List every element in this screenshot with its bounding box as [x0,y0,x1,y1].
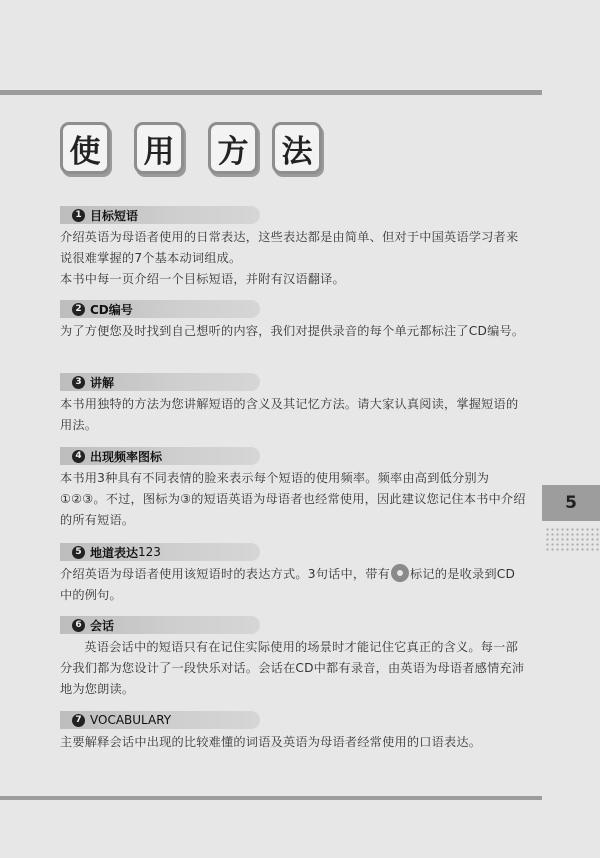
section-number: 2 [72,303,85,316]
section-title: 出现频率图标 [90,449,163,464]
paragraph: 介绍英语为母语者使用的日常表达，这些表达都是由简单、但对于中国英语学习者来说很难掌握的7个基本动词组成。 [60,230,519,265]
title-char-box [208,122,258,174]
section-number: 1 [72,209,85,222]
paragraph [60,564,530,606]
paragraph-text: 介绍英语为母语者使用该短语时的表达方式。3句话中，带有 [60,567,391,581]
section-body [60,564,530,606]
cd-disc-icon [391,564,409,582]
section-title: 目标短语 [90,208,139,223]
section-title: CD编号 [90,302,133,317]
section-title: 地道表达 [90,545,139,560]
section-body [60,321,530,342]
section-frequency-icon [60,447,530,531]
section-body [60,732,530,753]
section-number: 5 [72,546,85,559]
section-cd-number [60,300,530,342]
section-vocabulary [60,711,530,753]
title-char-box [60,122,110,174]
title-char: 用 [143,133,175,170]
paragraph: 主要解释会话中出现的比较难懂的词语及英语为母语者经常使用的口语表达。 [60,735,482,749]
page-number-tab [542,485,600,521]
section-header [60,373,260,391]
section-header [60,711,260,729]
section-explanation [60,373,530,436]
section-body [60,637,530,700]
section-native-expressions [60,543,530,606]
top-rule [0,90,542,95]
title-char-box [272,122,322,174]
title-char-box [134,122,184,174]
section-number: 4 [72,450,85,463]
section-header [60,300,260,318]
section-target-phrase [60,206,530,290]
section-header [60,543,260,561]
paragraph: 英语会话中的短语只有在记住实际使用的场景时才能记住它真正的含义。每一部分我们都为您设计了一段快乐对话。会话在CD中都有录音，由英语为母语者感情充沛地为您朗读。 [60,640,525,696]
section-header [60,447,260,465]
section-conversation [60,616,530,700]
section-number: 3 [72,376,85,389]
title-char: 使 [69,133,101,170]
section-title-suffix: 123 [138,545,161,559]
section-title: 会话 [90,618,115,633]
section-header [60,616,260,634]
section-title: VOCABULARY [90,713,172,727]
title-char: 方 [217,133,249,170]
section-body [60,394,530,436]
section-title: 讲解 [90,375,115,390]
paragraph-text: 标记的是收录到CD 中的例句。 [60,567,516,602]
paragraph: 本书用3种具有不同表情的脸来表示每个短语的使用频率。频率由高到低分别为①②③。不过，图标为③的短语英语为母语者也经常使用，因此建议您记住本书中介绍的所有短语。 [60,471,526,527]
paragraph: 本书用独特的方法为您讲解短语的含义及其记忆方法。请大家认真阅读，掌握短语的用法。 [60,397,519,432]
section-body [60,227,530,290]
title-char: 法 [281,133,313,170]
bottom-rule [0,796,542,800]
section-number: 7 [72,714,85,727]
decorative-dot-pattern [545,527,600,551]
section-number: 6 [72,619,85,632]
page-number: 5 [565,493,577,513]
section-header [60,206,260,224]
paragraph: 为了方便您及时找到自己想听的内容，我们对提供录音的每个单元都标注了CD编号。 [60,324,525,338]
section-body [60,468,530,531]
paragraph: 本书中每一页介绍一个目标短语，并附有汉语翻译。 [60,272,345,286]
